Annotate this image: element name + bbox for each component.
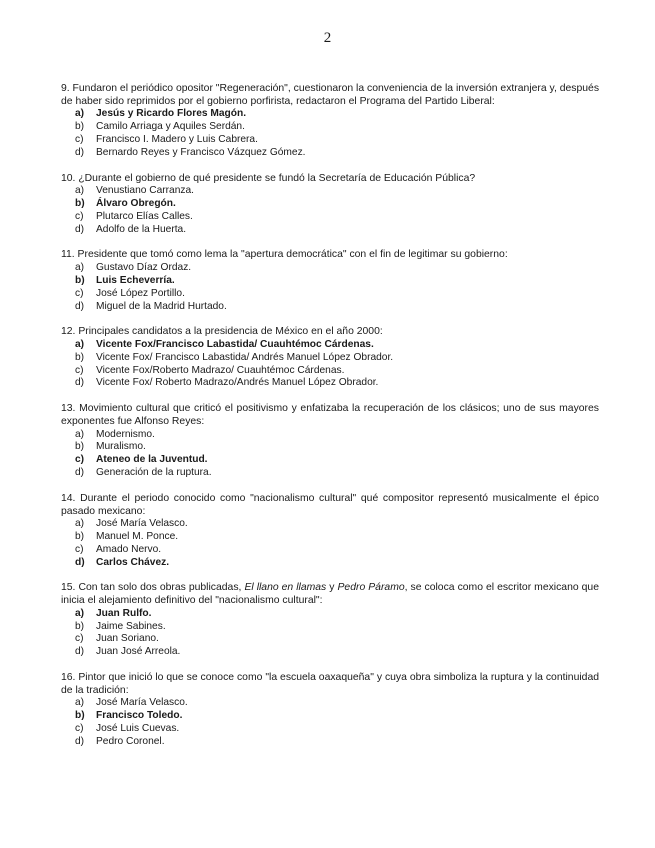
question-text: 11. Presidente que tomó como lema la "apertura democrática" con el fin de legitimar su gobierno:: [61, 249, 508, 261]
option-a-correct: [61, 108, 599, 121]
option-letter: a): [75, 697, 85, 709]
question-text-part: y: [326, 582, 338, 594]
option-text: Gustavo Díaz Ordaz.: [96, 262, 192, 274]
option-letter: c): [75, 134, 84, 145]
option-letter: d): [75, 146, 85, 158]
option-text: José Luis Cuevas.: [96, 723, 180, 735]
option-text: Miguel de la Madrid Hurtado.: [96, 300, 227, 312]
option-text: Muralismo.: [96, 441, 146, 453]
option-letter: b): [75, 121, 85, 133]
option-a: [61, 429, 599, 442]
question-14: [61, 493, 599, 570]
option-c-correct: [61, 454, 599, 467]
option-text: Francisco I. Madero y Luis Cabrera.: [96, 134, 258, 145]
question-text-part: , se coloca como el escritor mexicano que inicia el alejamiento definitivo del "nacionalismo cultural":: [61, 582, 599, 607]
option-text: Venustiano Carranza.: [96, 185, 194, 197]
option-text: Jaime Sabines.: [96, 620, 166, 632]
option-d: [61, 147, 599, 160]
option-letter: a): [75, 262, 85, 274]
option-letter: b): [75, 531, 85, 543]
option-d: [61, 736, 599, 749]
option-text: Bernardo Reyes y Francisco Vázquez Gómez.: [96, 146, 306, 158]
option-letter: b): [75, 274, 85, 286]
question-text-part: 15. Con tan solo dos obras publicadas,: [61, 582, 245, 594]
option-text: Vicente Fox/ Francisco Labastida/ Andrés Manuel López Obrador.: [96, 351, 394, 363]
option-letter: c): [75, 287, 84, 299]
option-letter: c): [75, 723, 84, 735]
option-a-correct: [61, 339, 599, 352]
option-letter: a): [75, 108, 85, 120]
option-letter: d): [75, 735, 85, 747]
option-text: Álvaro Obregón.: [96, 198, 176, 210]
option-text: Camilo Arriaga y Aquiles Serdán.: [96, 121, 245, 133]
option-d: [61, 301, 599, 314]
option-text: Juan Soriano.: [96, 633, 159, 645]
option-b-correct: [61, 198, 599, 211]
option-letter: c): [75, 210, 84, 222]
option-text: José María Velasco.: [96, 518, 188, 530]
option-text: Generación de la ruptura.: [96, 467, 212, 479]
option-text: Adolfo de la Huerta.: [96, 223, 187, 235]
options-list: [61, 185, 599, 236]
options-list: [61, 339, 599, 390]
option-letter: c): [75, 364, 84, 376]
option-b: [61, 621, 599, 634]
option-c: [61, 723, 599, 736]
option-d: [61, 224, 599, 237]
option-letter: b): [75, 710, 85, 722]
option-letter: b): [75, 441, 85, 453]
question-text: 10. ¿Durante el gobierno de qué presidente se fundó la Secretaría de Educación Pública?: [61, 172, 476, 184]
question-text: 13. Movimiento cultural que criticó el positivismo y enfatizaba la recuperación de los clásicos; uno de sus mayores exponentes fue Alfonso Reyes:: [61, 403, 599, 427]
option-letter: c): [75, 543, 84, 555]
option-letter: d): [75, 556, 85, 568]
option-c: [61, 544, 599, 557]
page-number: 2: [323, 30, 332, 46]
option-letter: d): [75, 300, 85, 312]
options-list: [61, 262, 599, 313]
option-text: José María Velasco.: [96, 697, 188, 709]
question-text: 14. Durante el periodo conocido como "nacionalismo cultural" qué compositor representó musicalmente el épico pasado mexicano:: [61, 492, 599, 517]
option-text: Juan José Arreola.: [96, 646, 181, 658]
option-c: [61, 211, 599, 224]
option-a-correct: [61, 608, 599, 621]
option-text: Vicente Fox/Francisco Labastida/ Cuauhtémoc Cárdenas.: [96, 339, 374, 351]
question-text: 12. Principales candidatos a la presidencia de México en el año 2000:: [61, 326, 383, 338]
option-letter: a): [75, 339, 85, 351]
question-13: [61, 403, 599, 480]
option-text: Luis Echeverría.: [96, 274, 175, 286]
option-a: [61, 262, 599, 275]
option-d-correct: [61, 557, 599, 570]
option-a: [61, 518, 599, 531]
option-b-correct: [61, 710, 599, 723]
option-text: José López Portillo.: [96, 287, 185, 299]
options-list: [61, 518, 599, 569]
option-letter: b): [75, 620, 85, 632]
question-text: 16. Pintor que inició lo que se conoce como "la escuela oaxaqueña" y cuya obra simboliza la ruptura y la continuidad de la tradición:: [61, 672, 599, 696]
options-list: [61, 608, 599, 659]
question-10: [61, 173, 599, 237]
option-c: [61, 633, 599, 646]
option-letter: a): [75, 185, 85, 197]
question-text: 9. Fundaron el periódico opositor "Regeneración", cuestionaron la conveniencia de la inversión extranjera y, después de haber sido reprimidos por el gobierno porfirista, redactaron el Programa del Partido Liberal:: [61, 83, 600, 107]
question-15: [61, 582, 599, 659]
option-letter: b): [75, 351, 85, 363]
option-text: Francisco Toledo.: [96, 710, 183, 722]
question-11: [61, 249, 599, 313]
question-9: [61, 83, 599, 160]
option-text: Pedro Coronel.: [96, 735, 165, 747]
option-letter: a): [75, 607, 85, 619]
option-text: Juan Rulfo.: [96, 607, 152, 619]
option-c: [61, 134, 599, 147]
option-b: [61, 531, 599, 544]
question-16: [61, 672, 599, 749]
option-c: [61, 288, 599, 301]
option-text: Ateneo de la Juventud.: [96, 454, 208, 466]
option-a: [61, 185, 599, 198]
option-text: Vicente Fox/ Roberto Madrazo/Andrés Manuel López Obrador.: [96, 377, 379, 389]
option-letter: c): [75, 454, 85, 466]
option-b: [61, 352, 599, 365]
option-letter: d): [75, 467, 85, 479]
option-d: [61, 467, 599, 480]
option-letter: b): [75, 198, 85, 210]
option-text: Vicente Fox/Roberto Madrazo/ Cuauhtémoc Cárdenas.: [96, 364, 345, 376]
option-letter: c): [75, 633, 84, 645]
options-list: [61, 429, 599, 480]
option-letter: d): [75, 223, 85, 235]
book-title: Pedro Páramo: [337, 582, 405, 594]
option-b: [61, 441, 599, 454]
option-letter: a): [75, 428, 85, 440]
option-text: Modernismo.: [96, 428, 155, 440]
book-title: El llano en llamas: [244, 582, 327, 594]
option-letter: d): [75, 377, 85, 389]
option-text: Manuel M. Ponce.: [96, 531, 179, 543]
option-a: [61, 697, 599, 710]
question-text: [61, 582, 599, 607]
option-b-correct: [61, 275, 599, 288]
option-d: [61, 646, 599, 659]
option-letter: d): [75, 646, 85, 658]
option-d: [61, 377, 599, 390]
option-text: Jesús y Ricardo Flores Magón.: [96, 108, 247, 120]
option-b: [61, 121, 599, 134]
options-list: [61, 697, 599, 748]
option-c: [61, 365, 599, 378]
option-text: Carlos Chávez.: [96, 556, 170, 568]
question-12: [61, 326, 599, 390]
option-letter: a): [75, 518, 85, 530]
options-list: [61, 108, 599, 159]
question-list: [61, 83, 599, 762]
option-text: Amado Nervo.: [96, 543, 162, 555]
option-text: Plutarco Elías Calles.: [96, 210, 193, 222]
